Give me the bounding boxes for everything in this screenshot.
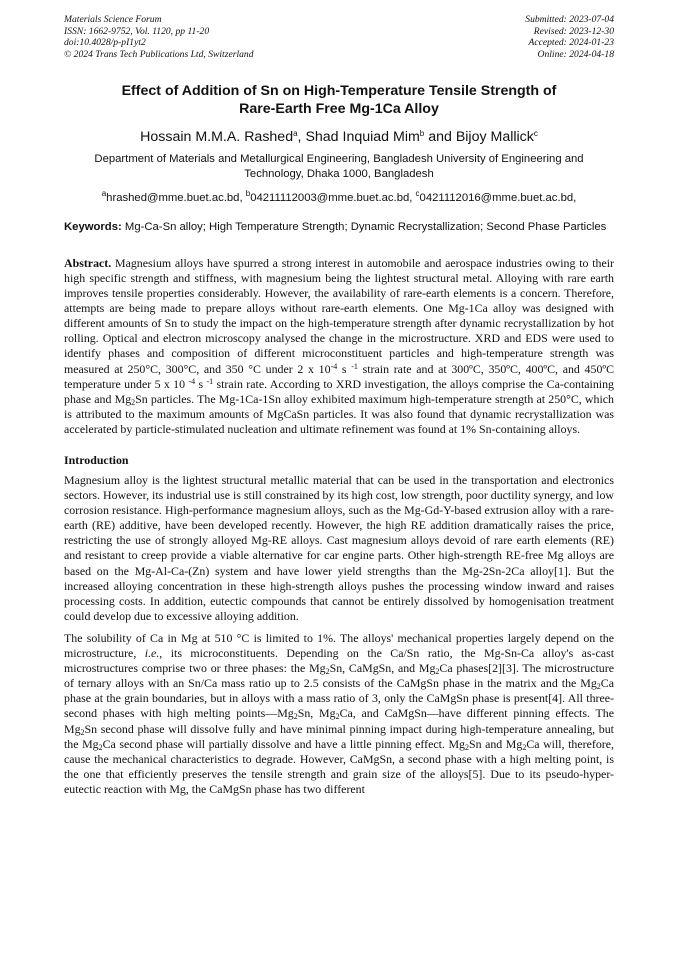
email-link[interactable]: 04211112003@mme.buet.ac.bd, <box>250 192 416 205</box>
email-link[interactable]: hrashed@mme.buet.ac.bd, <box>106 192 246 205</box>
email-mark: a <box>101 189 107 199</box>
paragraph-text: its microconstituents. Depending on the Ca/Sn ratio, the Mg-Sn-Ca alloy's as-cast microstructures comprise two or three phases: the Mg <box>64 646 615 676</box>
intro-paragraph-2 <box>64 631 614 797</box>
email-mark: c <box>415 189 420 199</box>
paragraph-text: Sn, CaMgSn, and Mg <box>329 661 436 676</box>
online-date: Online: 2024-04-18 <box>537 48 614 60</box>
affiliation-mark: a <box>293 129 298 139</box>
abstract-text: Magnesium alloys have spurred a strong interest in automobile and aerospace industries owing to their high specific strength and stiffness, with magnesium being the lightest structural metal. Alloying with rare earth improves tensile properties considerably. However, the availability of rare-earth elements is a concern. Therefore, attempts are being made to prepare alloys without rare-earth elements. One Mg-1Ca alloy was designed with different amounts of Sn to study the impact on the high-temperature strength after dynamic recrystallization by hot rolling. Optical and electron microscopy analysed the change in the microstructure. XRD and EDS were used to identify phases and composition of different microconstituent particles and high-temperature strength was measured at 250°C, 300°C, and 350 °C under 2 x 10 <box>64 255 614 376</box>
author-separator: and <box>424 129 456 146</box>
paper-title <box>64 83 614 118</box>
subscript: 2 <box>435 667 440 677</box>
paragraph-text: Ca second phase will partially dissolve and have a little pinning effect. Mg <box>102 736 465 751</box>
publication-dates <box>525 14 614 60</box>
author-name: Shad Inquiad Mim <box>305 129 420 146</box>
abstract-text: s <box>195 376 207 391</box>
subscript: 2 <box>335 712 340 722</box>
paragraph-text: Sn and Mg <box>468 736 523 751</box>
journal-name: Materials Science Forum <box>64 14 162 25</box>
author-name: Bijoy Mallick <box>455 129 534 146</box>
abstract-text: Sn particles. The Mg-1Ca-1Sn alloy exhibited maximum high-temperature strength at 250°C, which is attributed to the maximum amounts of MgCaSn particles. It was also found that dynamic recrystallization was accelerated by particle-stimulated nucleation and ultimate refinement was found at 1% Sn-containing alloys. <box>64 391 614 436</box>
exponent: -1 <box>351 361 358 371</box>
abstract-text: strain rate and at 300ºC, 350ºC, 400ºC, and 450ºC temperature under 5 x 10 <box>64 361 615 391</box>
keywords-block <box>64 220 614 235</box>
abstract-label: Abstract. <box>64 255 112 270</box>
affiliation-mark: b <box>419 129 425 139</box>
subscript: 2 <box>596 682 601 692</box>
author-separator: , <box>297 129 306 146</box>
accepted-date: Accepted: 2024-01-23 <box>528 37 614 49</box>
exponent: -4 <box>188 376 196 386</box>
abstract-text: strain rate. According to XRD investigation, the alloys comprise the Ca-containing phase and Mg <box>64 376 614 406</box>
subscript: 2 <box>464 742 469 752</box>
abstract-block <box>64 256 614 437</box>
author-name: Hossain M.M.A. Rashed <box>140 129 294 146</box>
title-line-2: Rare-Earth Free Mg-1Ca Alloy <box>239 100 439 117</box>
subscript: 2 <box>325 667 330 677</box>
paragraph-text: Ca phases[2][3]. The microstructure of ternary alloys with an Sn/Ca mass ratio up to 2.5 consists of the CaMgSn phase in the matrix and the Mg <box>64 661 614 691</box>
author-list <box>64 128 614 146</box>
submitted-date: Submitted: 2023-07-04 <box>525 14 614 25</box>
doi-line: doi:10.4028/p-pI1yt2 <box>64 37 146 49</box>
issn-line: ISSN: 1662-9752, Vol. 1120, pp 11-20 <box>64 25 210 37</box>
abstract-text: s <box>337 361 352 376</box>
intro-paragraph-1: Magnesium alloy is the lightest structural metallic material that can be used in the transportation and electronics sectors. However, its industrial use is still constrained by its high cost, low strength, poor ductility synergy, and low corrosion resistance. High-performance magnesium alloys, such as the Mg-Gd-Y-based extrusion alloy with a rare-earth (RE) additive, have been developed recently. However, the high RE addition dramatically raises the price, restricting the use of strongly alloyed Mg-RE alloys. Cast magnesium alloys devoid of rare earth elements (RE) and resistant to creep provide a viable alternative for car engine parts. Other high-strength RE-free Mg alloys are based on the Mg-Al-Ca-(Zn) system and have lower yield strengths than the Mg-2Sn-2Ca alloy[1]. But the increased alloying concentration in these high-strength alloys pushes the processing window inward and raises processing costs. In addition, eutectic compounds that cannot be entirely dissolved by homogenisation treatment could develop due to excessive alloying addition. <box>64 473 614 623</box>
revised-date: Revised: 2023-12-30 <box>533 25 614 37</box>
affiliation-line-2: Technology, Dhaka 1000, Bangladesh <box>244 168 434 181</box>
subscript: 2 <box>522 742 527 752</box>
running-header <box>64 14 614 60</box>
introduction-heading: Introduction <box>64 453 129 467</box>
paragraph-text: The solubility of Ca in Mg at 510 °C is limited to 1%. The alloys' mechanical properties largely depend on the microstructure, <box>64 630 614 661</box>
exponent: -1 <box>206 376 214 386</box>
title-line-1: Effect of Addition of Sn on High-Temperature Tensile Strength of <box>121 83 557 100</box>
exponent: -4 <box>330 361 338 371</box>
email-mark: b <box>245 189 251 199</box>
email-link[interactable]: 0421112016@mme.buet.ac.bd, <box>419 192 577 205</box>
affiliation <box>64 152 614 182</box>
subscript: 2 <box>80 727 85 737</box>
paragraph-text-italic: i.e., <box>144 646 163 661</box>
journal-info <box>64 14 254 60</box>
subscript: 2 <box>98 742 103 752</box>
paragraph-text: Ca, and CaMgSn—have different pinning effects. The Mg <box>64 706 614 736</box>
affiliation-line-1: Department of Materials and Metallurgical Engineering, Bangladesh University of Engineering and <box>94 153 584 166</box>
paragraph-text: Ca phase at the grain boundaries, but in alloys with a mass ratio of 3, only the CaMgSn phase is present[4]. All three-second phases with high melting points—Mg <box>64 676 614 721</box>
subscript: 2 <box>293 712 298 722</box>
keywords-text: Mg-Ca-Sn alloy; High Temperature Strength; Dynamic Recrystallization; Second Phase Particles <box>124 221 607 234</box>
paragraph-text: Ca will, therefore, cause the mechanical characteristics to degrade. However, CaMgSn, a second phase with a high melting point, is the one that efficiently preserves the tensile strength and grain size of the alloys[5]. Due to its pseudo-hyper-eutectic reaction with Mg, the CaMgSn phase has two different <box>64 736 614 796</box>
subscript: 2 <box>131 397 136 407</box>
paragraph-text: Sn, Mg <box>297 706 336 721</box>
affiliation-mark: c <box>533 129 538 139</box>
keywords-label: Keywords: <box>64 221 122 234</box>
paragraph-text: Sn second phase will dissolve fully and have minimal pinning impact during high-temperature annealing, but the Mg <box>64 721 614 751</box>
copyright-line: © 2024 Trans Tech Publications Ltd, Switzerland <box>64 48 254 60</box>
author-emails <box>64 191 614 205</box>
